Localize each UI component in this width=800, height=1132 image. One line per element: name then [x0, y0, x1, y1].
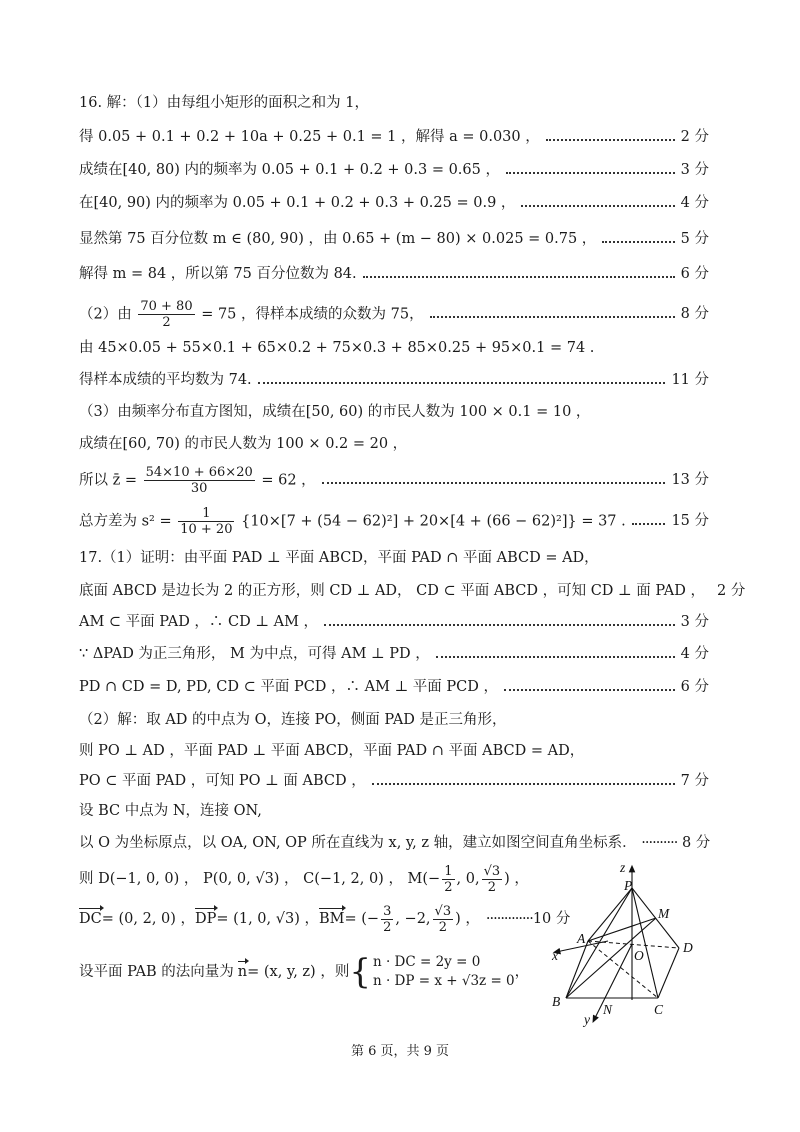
- denominator: 2: [487, 879, 496, 895]
- fraction-2: [433, 904, 454, 935]
- numerator: √3: [434, 903, 452, 919]
- label-z: z: [620, 860, 626, 875]
- label-b: B: [552, 994, 561, 1009]
- vector-bm: BM: [318, 911, 345, 927]
- score: 5 分: [680, 231, 709, 247]
- line-16-part3: （3）由频率分布直方图知，成绩在[50, 60) 的市民人数为 100 × 0.1 = 10 ，: [79, 404, 591, 420]
- line-17-po-plane: [79, 771, 709, 791]
- leader-dots: [506, 172, 675, 174]
- equation-1: n · DC = 2y = 0: [372, 954, 481, 970]
- line-16-m-result: [79, 264, 709, 284]
- denominator: 2: [438, 919, 447, 935]
- score: 4 分: [680, 195, 709, 211]
- score: 6 分: [680, 679, 709, 695]
- label-c: C: [654, 1002, 664, 1017]
- text-b: = (x, y, z) ，则: [247, 964, 350, 980]
- text: PO ⊂ 平面 PAD ，可知 PO ⊥ 面 ABCD ，: [79, 773, 366, 789]
- line-16-mean: [79, 370, 709, 390]
- vector-n: n: [237, 964, 248, 980]
- fraction: [178, 506, 234, 537]
- equations: [373, 953, 515, 991]
- label-o: O: [634, 948, 644, 963]
- line-17-intro: 17.（1）证明：由平面 PAD ⊥ 平面 ABCD，平面 PAD ∩ 平面 ABCD = AD，: [79, 550, 599, 566]
- label-m: M: [658, 906, 670, 921]
- line-16-count-60-70: 成绩在[60, 70) 的市民人数为 100 × 0.2 = 20 ，: [79, 436, 408, 452]
- text-a: 总方差为 s² =: [79, 513, 172, 529]
- text: 在[40, 90) 内的频率为 0.05 + 0.1 + 0.2 + 0.3 + 0.25 = 0.9 ，: [79, 195, 516, 211]
- text: 显然第 75 百分位数 m ∈ (80, 90) ，由 0.65 + (m − 80) × 0.025 = 0.75 ，: [79, 231, 597, 247]
- score: 7 分: [680, 773, 709, 789]
- edge-pb: [566, 888, 632, 998]
- leader-dots: [322, 482, 666, 484]
- y-axis: [594, 944, 632, 1020]
- line-17-conclusion: [79, 677, 709, 697]
- leader-dots: [521, 205, 674, 207]
- text-a: （2）由: [79, 306, 132, 322]
- line-17-part2: （2）解：取 AD 的中点为 O，连接 PO，侧面 PAD 是正三角形，: [79, 712, 507, 728]
- text: ∵ ΔPAD 为正三角形， M 为中点，可得 AM ⊥ PD ，: [79, 646, 430, 662]
- denominator: 2: [383, 919, 392, 935]
- brace: {: [349, 952, 371, 992]
- score: 4 分: [680, 646, 709, 662]
- leader-dots: ··········: [641, 835, 678, 851]
- score: 3 分: [680, 614, 709, 630]
- text: 得 0.05 + 0.1 + 0.2 + 10a + 0.25 + 0.1 = 1 ，解得 a = 0.030 ，: [79, 129, 540, 145]
- line-17-square: [79, 581, 746, 601]
- denominator: 30: [190, 480, 208, 496]
- label-n: N: [603, 1002, 613, 1017]
- page-footer: 第 6 页，共 9 页: [350, 1044, 450, 1059]
- score: 11 分: [671, 372, 709, 388]
- text-a: 设平面 PAB 的法向量为: [79, 964, 234, 980]
- score: 13 分: [671, 472, 709, 488]
- label-p: P: [624, 878, 633, 893]
- text-b: {10×[7 + (54 − 62)²] + 20×[4 + (66 − 62)²]} = 37 .: [241, 513, 626, 529]
- line-16-variance: [79, 504, 709, 538]
- line-16-percentile: [79, 229, 709, 249]
- leader-dots: ·············: [485, 911, 533, 927]
- denominator: 10 + 20: [180, 521, 233, 537]
- text: 成绩在[40, 80) 内的频率为 0.05 + 0.1 + 0.2 + 0.3 = 0.65 ，: [79, 162, 500, 178]
- text-a: 所以 z̄ =: [79, 472, 138, 488]
- line-17-vectors: [79, 902, 570, 936]
- text: 以 O 为坐标原点，以 OA, ON, OP 所在直线为 x, y, z 轴，建立如图空间直角坐标系．: [79, 835, 637, 851]
- text: [79, 299, 424, 330]
- numerator: 54×10 + 66×20: [145, 464, 253, 480]
- leader-dots: [363, 276, 675, 278]
- leader-dots: [436, 656, 675, 658]
- leader-dots: [430, 316, 675, 318]
- numerator: √3: [483, 863, 501, 879]
- line-17-bc-mid: 设 BC 中点为 N，连接 ON,: [79, 803, 262, 819]
- text-c: ) ，: [504, 871, 529, 887]
- text-a: 则 D(−1, 0, 0) ， P(0, 0, √3) ， C(−1, 2, 0) ， M(−: [79, 871, 441, 887]
- numerator: 70 + 80: [140, 298, 193, 314]
- score: 2 分: [680, 129, 709, 145]
- fraction: [144, 465, 255, 496]
- line-16-intro: 16. 解：（1）由每组小矩形的面积之和为 1，: [79, 95, 369, 111]
- leader-dots: [258, 382, 666, 384]
- text-b: = 62 ，: [261, 472, 316, 488]
- denominator: 2: [444, 879, 453, 895]
- label-a: A: [577, 931, 586, 946]
- leader-dots: [602, 241, 674, 243]
- line-17-coords: [79, 862, 529, 896]
- text-d: , −2,: [395, 911, 431, 927]
- fraction: [138, 299, 194, 330]
- text-e: ) ，: [455, 911, 480, 927]
- fraction-2: [482, 864, 503, 895]
- score: 6 分: [680, 266, 709, 282]
- text-c: = (−: [344, 911, 380, 927]
- score: 15 分: [671, 513, 709, 529]
- label-d: D: [683, 940, 693, 955]
- line-17-po-ad: 则 PO ⊥ AD ，平面 PAD ⊥ 平面 ABCD，平面 PAD ∩ 平面 ABCD = AD，: [79, 743, 585, 759]
- text: [79, 506, 626, 537]
- edge-cd: [658, 948, 679, 998]
- line-17-normal: [79, 950, 529, 994]
- line-17-axes: [79, 833, 719, 853]
- pyramid-figure: [548, 858, 728, 1028]
- text-b: = (1, 0, √3) ，: [216, 911, 319, 927]
- line-17-triangle: [79, 644, 709, 664]
- numerator: 1: [444, 863, 453, 879]
- label-y: y: [584, 1012, 590, 1027]
- line-16-freq-90: [79, 193, 709, 213]
- line-16-mode: [79, 297, 709, 331]
- vector-dc: DC: [79, 911, 102, 927]
- text: 得样本成绩的平均数为 74.: [79, 372, 252, 388]
- score: 2 分: [717, 583, 746, 599]
- leader-dots: [324, 624, 675, 626]
- equation-2: n · DP = x + √3z = 0: [372, 973, 515, 989]
- numerator: 3: [383, 903, 392, 919]
- score: 10 分: [532, 911, 571, 927]
- leader-dots: [372, 783, 675, 785]
- text: AM ⊂ 平面 PAD ，∴ CD ⊥ AM ，: [79, 614, 319, 630]
- line-16-freq-80: [79, 160, 709, 180]
- text-b: = 75 ，得样本成绩的众数为 75，: [201, 306, 424, 322]
- text-b: , 0,: [456, 871, 480, 887]
- denominator: 2: [162, 314, 171, 330]
- text: 底面 ABCD 是边长为 2 的正方形，则 CD ⊥ AD， CD ⊂ 平面 ABCD ，可知 CD ⊥ 面 PAD ，: [79, 583, 706, 599]
- leader-dots: [632, 523, 666, 525]
- line-16-mean-calc: 由 45×0.05 + 55×0.1 + 65×0.2 + 75×0.3 + 85×0.25 + 95×0.1 = 74 .: [79, 340, 595, 356]
- text-a: = (0, 2, 0) ，: [101, 911, 196, 927]
- text: PD ∩ CD = D, PD, CD ⊂ 平面 PCD ，∴ AM ⊥ 平面 PCD ，: [79, 679, 499, 695]
- leader-dots: [546, 139, 675, 141]
- line-17-am: [79, 612, 709, 632]
- text-c: ，: [514, 964, 530, 980]
- numerator: 1: [178, 506, 234, 522]
- fraction-1: [442, 864, 454, 895]
- equation-system: [349, 953, 514, 991]
- vector-dp: DP: [195, 911, 217, 927]
- score: 3 分: [680, 162, 709, 178]
- leader-dots: [504, 689, 675, 691]
- score: 8 分: [681, 835, 711, 851]
- line-16-eq-a: [79, 127, 709, 147]
- fraction-1: [381, 904, 393, 935]
- label-x: x: [552, 948, 558, 963]
- score: 8 分: [680, 306, 709, 322]
- text: [79, 465, 316, 496]
- text: 解得 m = 84 ，所以第 75 百分位数为 84.: [79, 266, 357, 282]
- line-16-zbar: [79, 463, 709, 497]
